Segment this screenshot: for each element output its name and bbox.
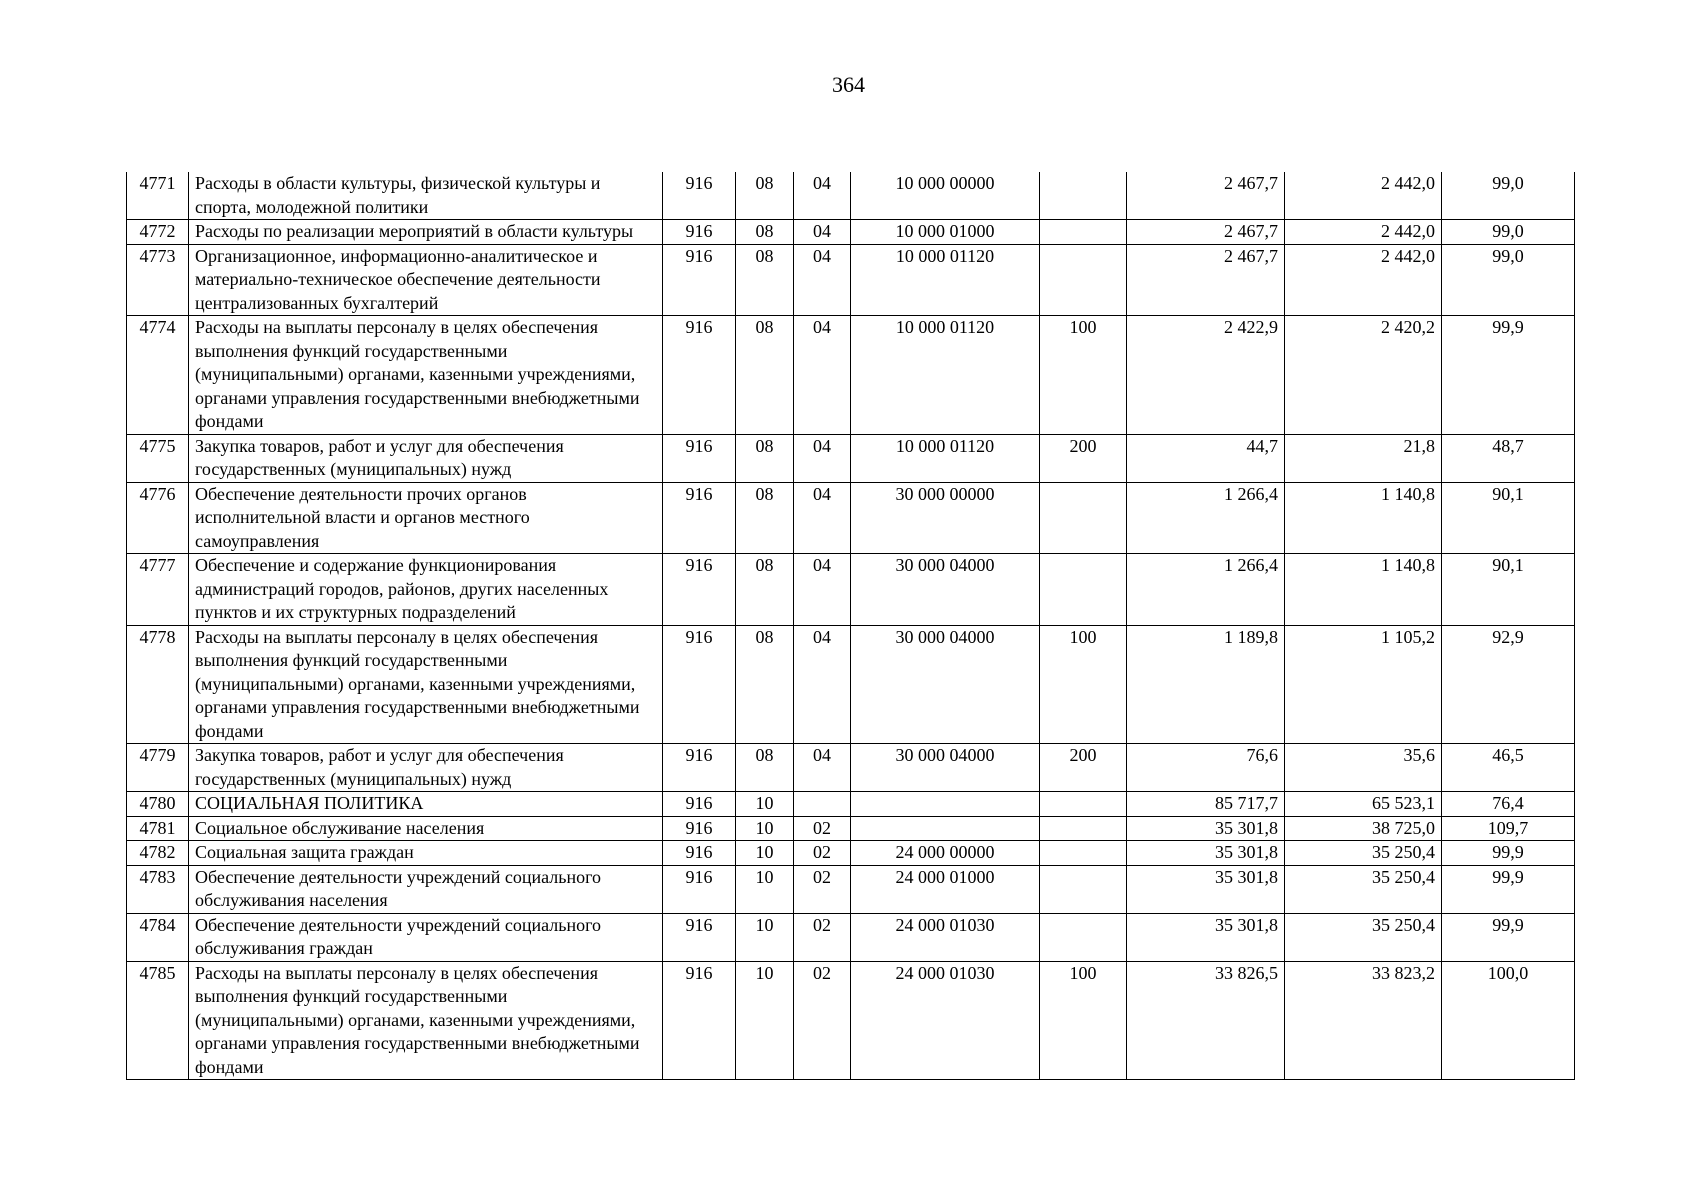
subsection-code: 04 — [794, 625, 851, 744]
section-code: 08 — [736, 554, 794, 626]
row-number: 4774 — [127, 316, 189, 435]
table-row — [127, 554, 1575, 626]
execution-percent: 99,0 — [1442, 244, 1575, 316]
target-article-code: 24 000 00000 — [851, 841, 1040, 866]
table-row — [127, 841, 1575, 866]
section-code: 08 — [736, 434, 794, 482]
execution-percent: 46,5 — [1442, 744, 1575, 792]
table-row — [127, 220, 1575, 245]
section-code: 08 — [736, 220, 794, 245]
expenditure-name: Расходы на выплаты персоналу в целях обеспечения выполнения функций государственными (муниципальными) органами, казенными учреждениями, органами управления государственными внебюджетными фондами — [189, 961, 663, 1080]
subsection-code: 04 — [794, 220, 851, 245]
target-article-code: 24 000 01030 — [851, 913, 1040, 961]
actual-amount: 2 442,0 — [1285, 244, 1442, 316]
subsection-code: 04 — [794, 244, 851, 316]
department-code: 916 — [663, 316, 736, 435]
expenditure-name: Закупка товаров, работ и услуг для обеспечения государственных (муниципальных) нужд — [189, 744, 663, 792]
expenditure-name: СОЦИАЛЬНАЯ ПОЛИТИКА — [189, 792, 663, 817]
actual-amount: 35 250,4 — [1285, 841, 1442, 866]
execution-percent: 99,9 — [1442, 841, 1575, 866]
execution-percent: 99,9 — [1442, 316, 1575, 435]
expenditure-name: Расходы на выплаты персоналу в целях обеспечения выполнения функций государственными (муниципальными) органами, казенными учреждениями, органами управления государственными внебюджетными фондами — [189, 625, 663, 744]
expenditure-name: Закупка товаров, работ и услуг для обеспечения государственных (муниципальных) нужд — [189, 434, 663, 482]
actual-amount: 1 140,8 — [1285, 482, 1442, 554]
row-number: 4779 — [127, 744, 189, 792]
expenditure-name: Расходы в области культуры, физической культуры и спорта, молодежной политики — [189, 172, 663, 220]
actual-amount: 21,8 — [1285, 434, 1442, 482]
expense-type-code — [1040, 554, 1127, 626]
section-code: 10 — [736, 913, 794, 961]
subsection-code: 02 — [794, 865, 851, 913]
planned-amount: 76,6 — [1127, 744, 1285, 792]
department-code: 916 — [663, 816, 736, 841]
planned-amount: 35 301,8 — [1127, 913, 1285, 961]
section-code: 10 — [736, 961, 794, 1080]
subsection-code — [794, 792, 851, 817]
execution-percent: 48,7 — [1442, 434, 1575, 482]
planned-amount: 2 467,7 — [1127, 172, 1285, 220]
execution-percent: 109,7 — [1442, 816, 1575, 841]
expenditure-name: Обеспечение деятельности прочих органов исполнительной власти и органов местного самоуправления — [189, 482, 663, 554]
expense-type-code — [1040, 792, 1127, 817]
target-article-code: 10 000 01120 — [851, 434, 1040, 482]
table-row — [127, 961, 1575, 1080]
subsection-code: 04 — [794, 172, 851, 220]
table-row — [127, 744, 1575, 792]
actual-amount: 38 725,0 — [1285, 816, 1442, 841]
table-row — [127, 316, 1575, 435]
table-row — [127, 913, 1575, 961]
expenditure-name: Обеспечение и содержание функционирования администраций городов, районов, других населенных пунктов и их структурных подразделений — [189, 554, 663, 626]
expense-type-code — [1040, 220, 1127, 245]
row-number: 4783 — [127, 865, 189, 913]
expense-type-code: 200 — [1040, 744, 1127, 792]
expense-type-code — [1040, 172, 1127, 220]
target-article-code: 24 000 01000 — [851, 865, 1040, 913]
execution-percent: 100,0 — [1442, 961, 1575, 1080]
subsection-code: 02 — [794, 961, 851, 1080]
table-row — [127, 244, 1575, 316]
row-number: 4782 — [127, 841, 189, 866]
row-number: 4773 — [127, 244, 189, 316]
section-code: 08 — [736, 316, 794, 435]
expense-type-code: 100 — [1040, 961, 1127, 1080]
planned-amount: 1 266,4 — [1127, 482, 1285, 554]
planned-amount: 33 826,5 — [1127, 961, 1285, 1080]
execution-percent: 90,1 — [1442, 482, 1575, 554]
actual-amount: 2 442,0 — [1285, 172, 1442, 220]
department-code: 916 — [663, 554, 736, 626]
expenditure-name: Обеспечение деятельности учреждений социального обслуживания населения — [189, 865, 663, 913]
section-code: 08 — [736, 625, 794, 744]
department-code: 916 — [663, 865, 736, 913]
target-article-code: 30 000 04000 — [851, 554, 1040, 626]
target-article-code: 10 000 01120 — [851, 244, 1040, 316]
department-code: 916 — [663, 625, 736, 744]
execution-percent: 99,9 — [1442, 865, 1575, 913]
expense-type-code: 200 — [1040, 434, 1127, 482]
execution-percent: 92,9 — [1442, 625, 1575, 744]
actual-amount: 35,6 — [1285, 744, 1442, 792]
table-row — [127, 172, 1575, 220]
row-number: 4784 — [127, 913, 189, 961]
department-code: 916 — [663, 744, 736, 792]
target-article-code — [851, 816, 1040, 841]
row-number: 4775 — [127, 434, 189, 482]
planned-amount: 35 301,8 — [1127, 865, 1285, 913]
section-code: 08 — [736, 172, 794, 220]
department-code: 916 — [663, 434, 736, 482]
table-row — [127, 482, 1575, 554]
section-code: 10 — [736, 792, 794, 817]
actual-amount: 35 250,4 — [1285, 913, 1442, 961]
planned-amount: 2 467,7 — [1127, 220, 1285, 245]
section-code: 10 — [736, 816, 794, 841]
department-code: 916 — [663, 220, 736, 245]
target-article-code: 30 000 04000 — [851, 744, 1040, 792]
department-code: 916 — [663, 482, 736, 554]
planned-amount: 44,7 — [1127, 434, 1285, 482]
table-row — [127, 792, 1575, 817]
row-number: 4771 — [127, 172, 189, 220]
section-code: 10 — [736, 865, 794, 913]
section-code: 08 — [736, 244, 794, 316]
row-number: 4772 — [127, 220, 189, 245]
expense-type-code: 100 — [1040, 625, 1127, 744]
target-article-code: 30 000 00000 — [851, 482, 1040, 554]
planned-amount: 2 467,7 — [1127, 244, 1285, 316]
subsection-code: 04 — [794, 482, 851, 554]
expenditure-name: Расходы на выплаты персоналу в целях обеспечения выполнения функций государственными (муниципальными) органами, казенными учреждениями, органами управления государственными внебюджетными фондами — [189, 316, 663, 435]
department-code: 916 — [663, 913, 736, 961]
target-article-code: 24 000 01030 — [851, 961, 1040, 1080]
row-number: 4776 — [127, 482, 189, 554]
expenditure-name: Социальная защита граждан — [189, 841, 663, 866]
execution-percent: 99,0 — [1442, 220, 1575, 245]
subsection-code: 02 — [794, 816, 851, 841]
execution-percent: 99,9 — [1442, 913, 1575, 961]
planned-amount: 1 189,8 — [1127, 625, 1285, 744]
section-code: 10 — [736, 841, 794, 866]
expenditure-name: Расходы по реализации мероприятий в области культуры — [189, 220, 663, 245]
target-article-code: 10 000 01000 — [851, 220, 1040, 245]
execution-percent: 90,1 — [1442, 554, 1575, 626]
target-article-code: 10 000 01120 — [851, 316, 1040, 435]
subsection-code: 04 — [794, 554, 851, 626]
actual-amount: 2 442,0 — [1285, 220, 1442, 245]
page-number: 364 — [832, 72, 865, 97]
department-code: 916 — [663, 841, 736, 866]
department-code: 916 — [663, 172, 736, 220]
department-code: 916 — [663, 792, 736, 817]
subsection-code: 02 — [794, 841, 851, 866]
expense-type-code: 100 — [1040, 316, 1127, 435]
actual-amount: 1 105,2 — [1285, 625, 1442, 744]
expense-type-code — [1040, 841, 1127, 866]
planned-amount: 2 422,9 — [1127, 316, 1285, 435]
expenditure-name: Организационное, информационно-аналитическое и материально-техническое обеспечение деятельности централизованных бухгалтерий — [189, 244, 663, 316]
execution-percent: 76,4 — [1442, 792, 1575, 817]
planned-amount: 1 266,4 — [1127, 554, 1285, 626]
target-article-code — [851, 792, 1040, 817]
subsection-code: 04 — [794, 316, 851, 435]
expense-type-code — [1040, 913, 1127, 961]
section-code: 08 — [736, 744, 794, 792]
section-code: 08 — [736, 482, 794, 554]
expense-type-code — [1040, 482, 1127, 554]
actual-amount: 2 420,2 — [1285, 316, 1442, 435]
target-article-code: 30 000 04000 — [851, 625, 1040, 744]
actual-amount: 1 140,8 — [1285, 554, 1442, 626]
actual-amount: 65 523,1 — [1285, 792, 1442, 817]
planned-amount: 85 717,7 — [1127, 792, 1285, 817]
department-code: 916 — [663, 244, 736, 316]
row-number: 4785 — [127, 961, 189, 1080]
planned-amount: 35 301,8 — [1127, 841, 1285, 866]
execution-percent: 99,0 — [1442, 172, 1575, 220]
expense-type-code — [1040, 244, 1127, 316]
subsection-code: 04 — [794, 744, 851, 792]
row-number: 4780 — [127, 792, 189, 817]
table-row — [127, 865, 1575, 913]
actual-amount: 35 250,4 — [1285, 865, 1442, 913]
table-row — [127, 625, 1575, 744]
table-row — [127, 816, 1575, 841]
expenditure-table — [126, 172, 1575, 1080]
target-article-code: 10 000 00000 — [851, 172, 1040, 220]
row-number: 4777 — [127, 554, 189, 626]
subsection-code: 02 — [794, 913, 851, 961]
row-number: 4781 — [127, 816, 189, 841]
expenditure-name: Обеспечение деятельности учреждений социального обслуживания граждан — [189, 913, 663, 961]
table-row — [127, 434, 1575, 482]
expenditure-name: Социальное обслуживание населения — [189, 816, 663, 841]
expense-type-code — [1040, 865, 1127, 913]
planned-amount: 35 301,8 — [1127, 816, 1285, 841]
department-code: 916 — [663, 961, 736, 1080]
expense-type-code — [1040, 816, 1127, 841]
actual-amount: 33 823,2 — [1285, 961, 1442, 1080]
row-number: 4778 — [127, 625, 189, 744]
subsection-code: 04 — [794, 434, 851, 482]
